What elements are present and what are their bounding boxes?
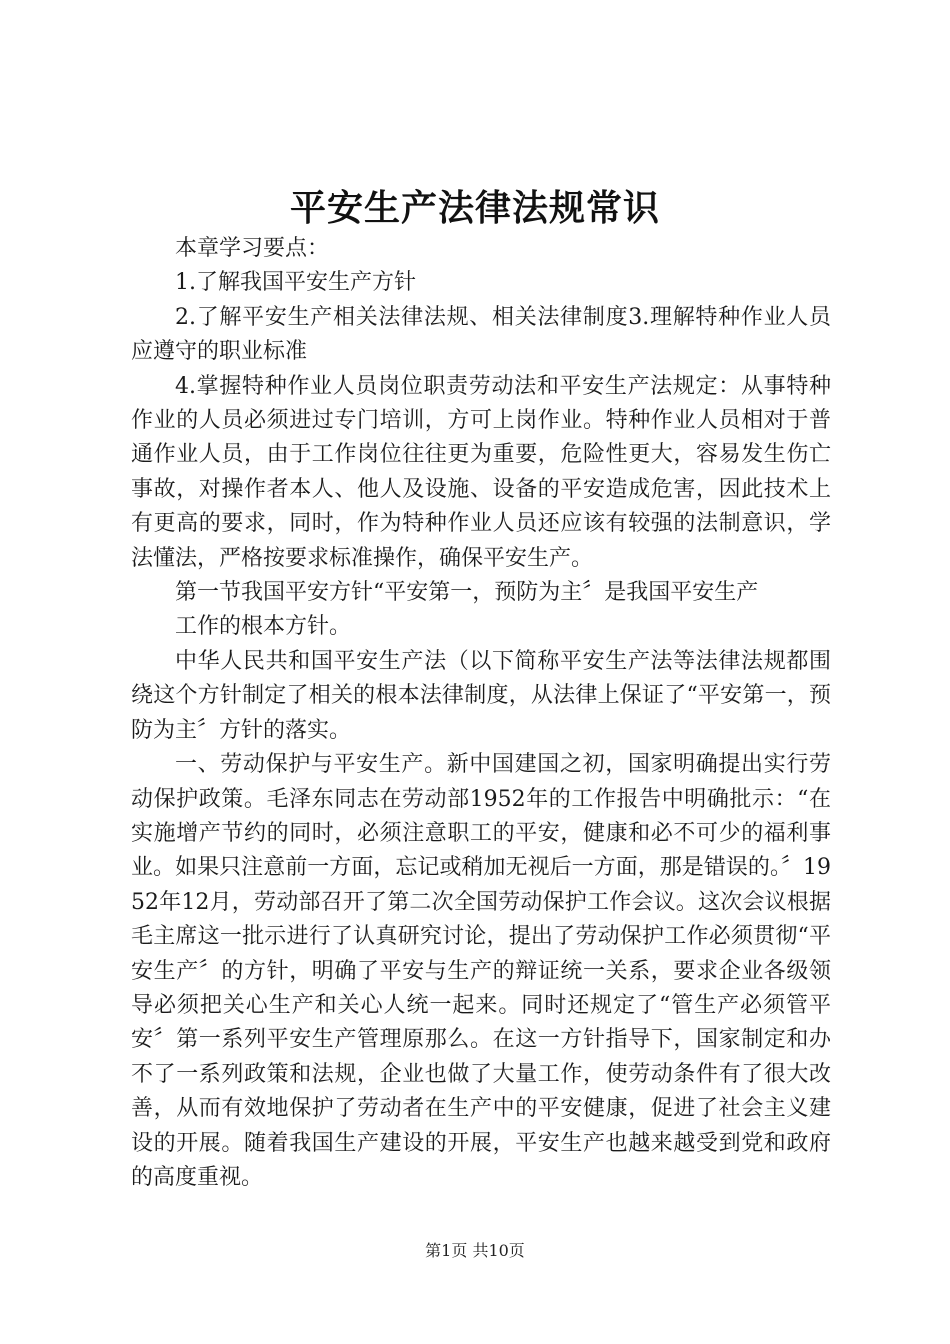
paragraph-section-1-heading: 第一节我国平安方针“平安第一，预防为主〞是我国平安生产 <box>175 580 759 606</box>
paragraph-point-4: 4.掌握特种作业人员岗位职责劳动法和平安生产法规定：从事特种作业的人员必须进过专门培训，方可上岗作业。特种作业人员相对于普通作业人员，由于工作岗位往往更为重要，危险性更大，容易发生伤亡事故，对操作者本人、他人及设施、设备的平安造成危害，因此技术上有更高的要求，同时，作为特种作业人员还应该有较强的法制意识，学法懂法，严格按要求标准操作，确保平安生产。 <box>131 373 831 571</box>
paragraph-point-1: 1.了解我国平安生产方针 <box>175 270 416 296</box>
page-number-footer: 第1页 共10页 <box>425 1241 525 1260</box>
paragraph-safety-law: 中华人民共和国平安生产法（以下简称平安生产法等法律法规都围绕这个方针制定了相关的根本法律制度，从法律上保证了“平安第一，预防为主〞方针的落实。 <box>131 648 831 743</box>
paragraph-section-1-cont: 工作的根本方针。 <box>175 614 352 640</box>
document-body <box>131 232 831 1195</box>
document-title: 平安生产法律法规常识 <box>289 187 660 229</box>
paragraph-point-2-3: 2.了解平安生产相关法律法规、相关法律制度3.理解特种作业人员应遵守的职业标准 <box>131 304 831 365</box>
paragraph-labor-protection: 一、劳动保护与平安生产。新中国建国之初，国家明确提出实行劳动保护政策。毛泽东同志在劳动部1952年的工作报告中明确批示：“在实施增产节约的同时，必须注意职工的平安，健康和必不可少的福利事业。如果只注意前一方面，忘记或稍加无视后一方面，那是错误的。〞1952年12月，劳动部召开了第二次全国劳动保护工作会议。这次会议根据毛主席这一批示进行了认真研究讨论，提出了劳动保护工作必须贯彻“平安生产〞的方针，明确了平安与生产的辩证统一关系，要求企业各级领导必须把关心生产和关心人统一起来。同时还规定了“管生产必须管平安〞第一系列平安生产管理原那么。在这一方针指导下，国家制定和办不了一系列政策和法规，企业也做了大量工作，使劳动条件有了很大改善，从而有效地保护了劳动者在生产中的平安健康，促进了社会主义建设的开展。随着我国生产建设的开展，平安生产也越来越受到党和政府的高度重视。 <box>131 752 831 1190</box>
paragraph-study-points: 本章学习要点： <box>175 236 330 261</box>
